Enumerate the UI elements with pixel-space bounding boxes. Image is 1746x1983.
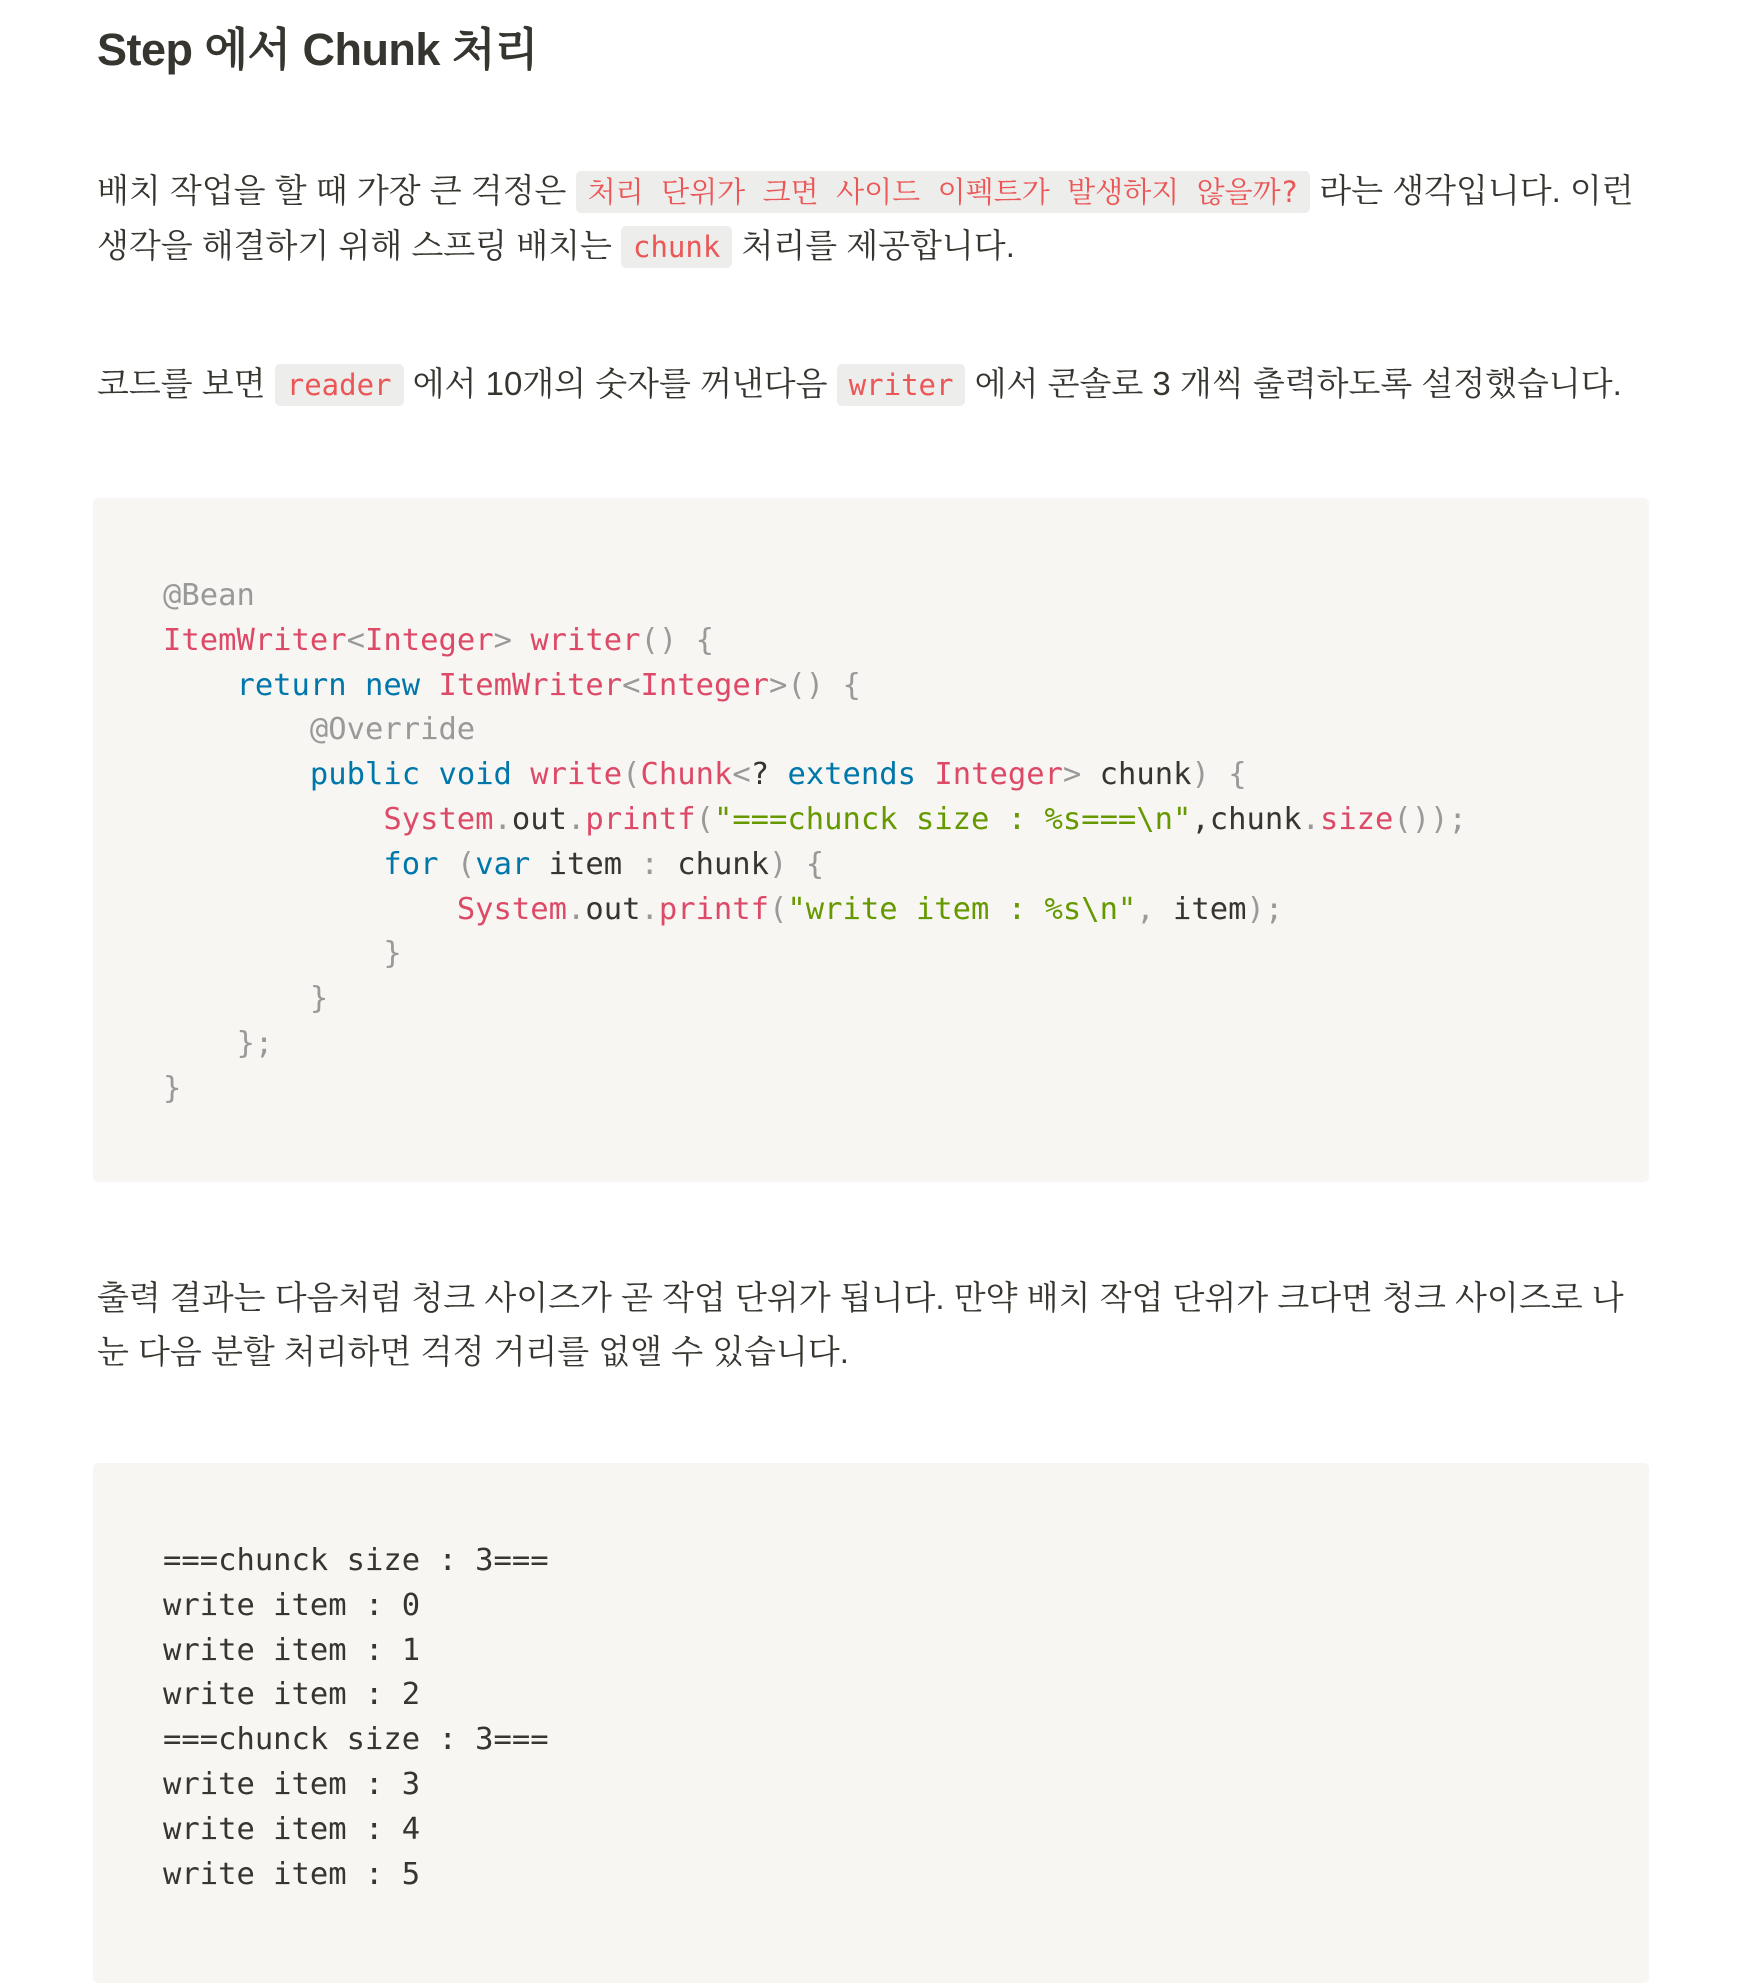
- paragraph-result: 출력 결과는 다음처럼 청크 사이즈가 곧 작업 단위가 됩니다. 만약 배치 작업 단위가 크다면 청크 사이즈로 나눈 다음 분할 처리하면 걱정 거리를 없앨 수 있습니다.: [97, 1279, 1624, 1370]
- code-line: }: [163, 936, 402, 972]
- text-segment: 코드를 보면: [97, 365, 275, 402]
- code-line: @Bean: [163, 578, 255, 613]
- code-line: public void write(Chunk<? extends Integer> chunk) {: [309, 757, 1247, 793]
- inline-code-reader: reader: [275, 364, 404, 406]
- output-line: ===chunck size : 3===: [163, 1722, 549, 1758]
- code-block-output[interactable]: [93, 1463, 1649, 1983]
- text-segment: 배치 작업을 할 때 가장 큰 걱정은: [97, 172, 576, 209]
- output-line: ===chunck size : 3===: [163, 1543, 549, 1578]
- code-line: }: [163, 981, 329, 1017]
- section-heading: Step 에서 Chunk 처리: [97, 24, 538, 75]
- inline-code-writer: writer: [837, 364, 966, 406]
- code-line: System.out.printf("write item : %s\n", item);: [456, 891, 1284, 927]
- code-line: }: [163, 1070, 182, 1106]
- code-line: return new ItemWriter<Integer>() {: [236, 667, 861, 703]
- code-block-writer[interactable]: [93, 498, 1649, 1182]
- text-segment: 처리를 제공합니다.: [732, 227, 1015, 264]
- code-line: System.out.printf("===chunck size : %s===\n",chunk.size());: [383, 801, 1467, 837]
- output-line: write item : 4: [163, 1811, 421, 1847]
- code-content: [163, 1539, 1579, 1897]
- code-line: ItemWriter<Integer> writer() {: [163, 622, 714, 658]
- paragraph-code-description: [97, 357, 1647, 412]
- code-content: [163, 574, 1579, 1112]
- text-segment: 에서 콘솔로 3 개씩 출력하도록 설정했습니다.: [965, 365, 1622, 402]
- output-line: write item : 0: [163, 1587, 421, 1623]
- text-segment: 에서 10개의 숫자를 꺼낸다음: [403, 365, 837, 402]
- inline-code-chunk: chunk: [621, 226, 732, 268]
- output-line: write item : 1: [163, 1632, 421, 1668]
- code-line: };: [163, 1025, 274, 1061]
- paragraph-intro: [97, 164, 1647, 274]
- output-line: write item : 3: [163, 1766, 421, 1802]
- inline-code: 처리 단위가 크면 사이드 이펙트가 발생하지 않을까?: [576, 171, 1311, 213]
- code-line: for (var item : chunk) {: [383, 846, 825, 882]
- output-line: write item : 5: [163, 1856, 421, 1892]
- output-line: write item : 2: [163, 1677, 421, 1713]
- text-segment: 라는 생각입니다. 이런 생각을 해결하기 위해 스프링 배치는: [97, 172, 1634, 264]
- code-line: @Override: [309, 712, 476, 748]
